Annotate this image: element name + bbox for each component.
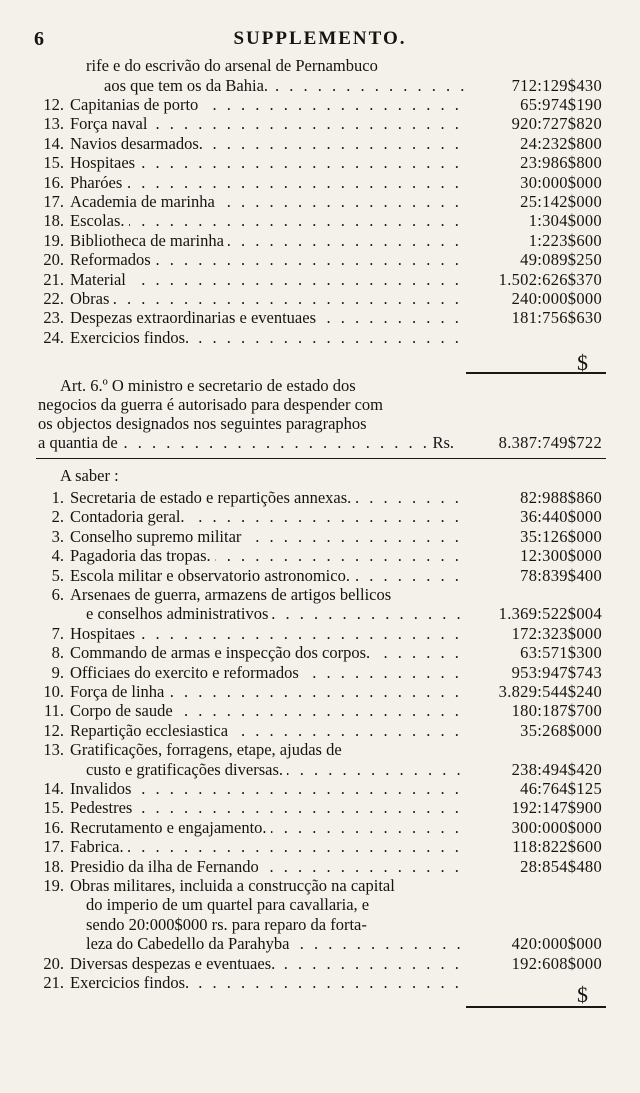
amount: 300:000$000 (511, 817, 602, 837)
budget-item (0, 701, 640, 721)
item-label: Conselho supremo militar (70, 527, 245, 546)
budget-item (0, 721, 640, 741)
item-label: Escola militar e observatorio astronomico. (70, 566, 354, 585)
item-number: 22. (43, 289, 64, 308)
budget-item (0, 643, 640, 663)
amount: 920:727$820 (511, 114, 602, 134)
item-label: Arsenaes de guerra, armazens de artigos bellicos (70, 585, 395, 604)
item-label: custo e gratificações diversas. (86, 760, 287, 779)
budget-item (0, 546, 640, 566)
item-number: 9. (51, 662, 64, 682)
budget-item (0, 308, 640, 328)
item-label: Gratificações, forragens, etape, ajudas de (70, 740, 346, 759)
item-number: 7. (51, 623, 64, 643)
article-line: Art. 6.º O ministro e secretario de estado dos (60, 376, 356, 395)
item-number: 15. (43, 798, 64, 818)
item-label: Recrutamento e engajamento. (70, 818, 271, 837)
budget-item (0, 682, 640, 702)
budget-item-continuation (0, 895, 640, 915)
item-label: Força naval (70, 114, 151, 133)
budget-item-continuation (0, 604, 640, 624)
item-number: 12. (43, 95, 64, 114)
item-number: 24. (43, 327, 64, 347)
budget-item (0, 328, 640, 348)
item-label: e conselhos administrativos (86, 604, 272, 623)
item-label: Corpo de saude (70, 701, 177, 720)
item-number: 14. (43, 133, 64, 153)
item-number: 21. (43, 269, 64, 289)
item-number: 18. (43, 856, 64, 876)
budget-item (0, 250, 640, 270)
item-number: 17. (43, 837, 64, 857)
currency-abbrev: Rs. (432, 433, 454, 452)
budget-item (0, 153, 640, 173)
total-rule (466, 1006, 606, 1008)
item-number: 1. (51, 488, 64, 507)
budget-item-continuation (0, 915, 640, 935)
budget-item (0, 973, 640, 993)
item-number: 18. (43, 211, 64, 231)
item-label: Contadoria geral. (70, 507, 189, 526)
item-label: leza do Cabedello da Parahyba (86, 934, 293, 953)
item-label: do imperio de um quartel para cavallaria, e (86, 895, 373, 914)
item-number: 17. (43, 192, 64, 211)
item-label: Pedestres (70, 798, 136, 817)
budget-item (0, 740, 640, 760)
amount: 25:142$000 (520, 192, 602, 211)
item-number: 19. (43, 876, 64, 895)
budget-item (0, 289, 640, 309)
article-total-line: a quantia de . . . Rs. 8.387:749$722 (0, 433, 640, 453)
budget-item (0, 95, 640, 115)
amount: 1.369:522$004 (498, 604, 602, 624)
item-label: Obras militares, incluida a construcção na capital (70, 876, 399, 895)
budget-item (0, 488, 640, 508)
amount: 3.829:544$240 (498, 682, 602, 701)
budget-item (0, 954, 640, 974)
amount: 49:089$250 (520, 250, 602, 270)
budget-item (0, 114, 640, 134)
budget-item (0, 798, 640, 818)
item-label: Pharóes (70, 173, 126, 192)
amount: 78:839$400 (520, 565, 602, 585)
amount: 35:126$000 (520, 526, 602, 546)
amount: 63:571$300 (520, 643, 602, 663)
item-label: Academia de marinha (70, 192, 219, 211)
item-label: Bibliotheca de marinha (70, 231, 228, 250)
item-number: 8. (51, 643, 64, 663)
amount: 172:323$000 (511, 623, 602, 643)
item-number: 16. (43, 817, 64, 837)
article-line: os objectos designados nos seguintes paragraphos (38, 414, 367, 433)
item-label: Exercicios findos. (70, 328, 193, 347)
budget-item-continuation (0, 934, 640, 954)
budget-item (0, 527, 640, 547)
amount: 953:947$743 (511, 662, 602, 682)
item-number: 21. (43, 973, 64, 992)
item-number: 12. (43, 720, 64, 740)
item-number: 20. (43, 953, 64, 973)
item-number: 3. (51, 526, 64, 546)
budget-item (0, 231, 640, 251)
item-number: 6. (51, 585, 64, 604)
item-number: 10. (43, 682, 64, 701)
amount: 181:756$630 (511, 308, 602, 328)
item-label: Pagadoria das tropas. (70, 546, 215, 565)
budget-item (0, 173, 640, 193)
page-header (0, 26, 640, 50)
item-label: Reformados (70, 250, 155, 269)
budget-item (0, 663, 640, 683)
budget-item-continuation (0, 760, 640, 780)
item-number: 16. (43, 172, 64, 192)
amount: 1:223$600 (528, 230, 602, 250)
item-number: 13. (43, 114, 64, 134)
item-label: Força de linha (70, 682, 168, 701)
amount: 118:822$600 (512, 837, 602, 857)
article-total: 8.387:749$722 (498, 433, 602, 452)
amount: 1:304$000 (528, 211, 602, 231)
amount: 23:986$800 (520, 153, 602, 173)
currency-symbol: $ (577, 982, 588, 1007)
budget-item (0, 876, 640, 896)
item-number: 4. (51, 546, 64, 566)
amount: 192:608$000 (511, 953, 602, 973)
amount: 82:988$860 (520, 488, 602, 507)
budget-item (0, 211, 640, 231)
amount: 420:000$000 (511, 934, 602, 954)
item-label: Navios desarmados. (70, 134, 207, 153)
budget-item (0, 857, 640, 877)
item-number: 5. (51, 565, 64, 585)
item-label: Diversas despezas e eventuaes. (70, 954, 279, 973)
item-label: sendo 20:000$000 rs. para reparo da forta- (86, 915, 371, 934)
a-saber-heading: A saber : (60, 466, 119, 485)
amount: 65:974$190 (520, 95, 602, 114)
item-number: 13. (43, 740, 64, 760)
item-label: Repartição ecclesiastica (70, 721, 232, 740)
item-label: Obras (70, 289, 113, 308)
amount: 46:764$125 (520, 779, 602, 798)
amount: 240:000$000 (511, 289, 602, 308)
amount: 192:147$900 (511, 798, 602, 818)
item-label: Officiaes do exercito e reformados (70, 663, 303, 682)
budget-item (0, 585, 640, 605)
item-label: Commando de armas e inspecção dos corpos. (70, 643, 374, 662)
amount: 36:440$000 (520, 507, 602, 527)
amount: 35:268$000 (520, 720, 602, 740)
continuation-line: rife e do escrivão do arsenal de Pernambuco (86, 56, 378, 75)
budget-item (0, 507, 640, 527)
continuation-line: aos que tem os da Bahia. . . . 712:129$430 (0, 76, 640, 96)
item-label: Fabrica. (70, 837, 128, 856)
item-label: Exercicios findos. (70, 973, 193, 992)
item-label: Hospitaes (70, 153, 139, 172)
total-rule (466, 372, 606, 374)
item-label: Secretaria de estado e repartições annexas. (70, 488, 355, 507)
item-label: Escolas. (70, 211, 129, 230)
item-label: Capitanias de porto (70, 95, 202, 114)
item-number: 14. (43, 779, 64, 798)
budget-item (0, 818, 640, 838)
budget-item (0, 566, 640, 586)
item-number: 23. (43, 308, 64, 328)
item-label: Invalidos (70, 779, 135, 798)
amount: 24:232$800 (520, 133, 602, 153)
budget-item (0, 837, 640, 857)
item-label: Material (70, 270, 130, 289)
item-number: 20. (43, 250, 64, 270)
budget-item (0, 270, 640, 290)
item-label: Presidio da ilha de Fernando (70, 857, 263, 876)
amount: 30:000$000 (520, 172, 602, 192)
section-rule (36, 458, 606, 459)
amount: 180:187$700 (511, 701, 602, 721)
item-number: 2. (51, 507, 64, 527)
item-number: 11. (43, 701, 64, 721)
page-title: SUPPLEMENTO. (233, 28, 407, 49)
item-label: Despezas extraordinarias e eventuaes (70, 308, 320, 327)
item-label: Hospitaes (70, 624, 139, 643)
item-number: 15. (43, 153, 64, 173)
page-number: 6 (34, 28, 44, 50)
budget-item (0, 624, 640, 644)
amount: 238:494$420 (511, 759, 602, 779)
amount: 12:300$000 (520, 546, 602, 566)
amount: 712:129$430 (511, 76, 602, 95)
amount: 28:854$480 (520, 856, 602, 876)
currency-symbol: $ (577, 350, 588, 375)
article-line: negocios da guerra é autorisado para despender com (38, 395, 383, 414)
budget-item (0, 134, 640, 154)
item-number: 19. (43, 230, 64, 250)
budget-item (0, 192, 640, 212)
amount: 1.502:626$370 (498, 269, 602, 289)
budget-item (0, 779, 640, 799)
